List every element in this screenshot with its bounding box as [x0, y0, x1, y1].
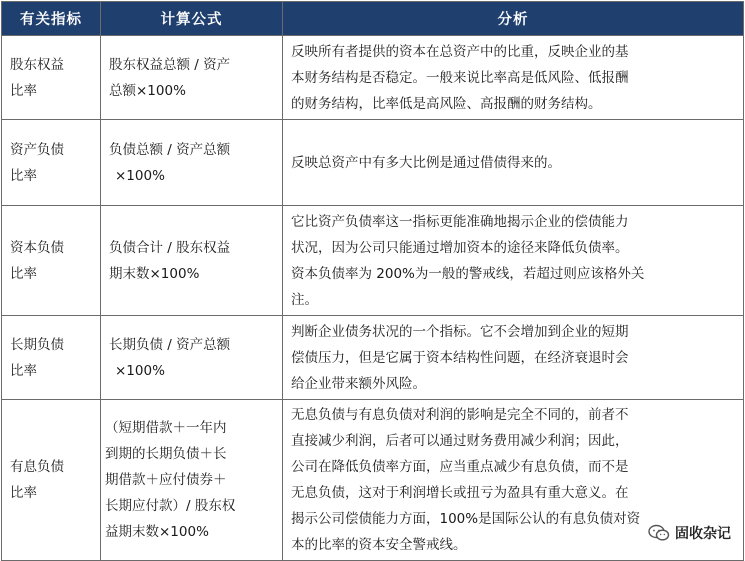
analysis-text: 给企业带来额外风险。	[291, 375, 426, 392]
formula-cell	[101, 120, 283, 206]
analysis-text: 它比资产负债率这一指标更能准确地揭示企业的偿债能力	[291, 213, 629, 230]
analysis-text: 无息负债，这对于利润增长或扭亏为盈具有重大意义。在	[291, 485, 629, 501]
watermark	[644, 522, 735, 544]
analysis-text: 注。	[291, 291, 318, 308]
wechat-icon	[648, 524, 670, 542]
analysis-text: 本财务结构是否稳定。一般来说比率高是低风险、低报酬	[291, 69, 629, 86]
indicator-text: 比率	[10, 82, 37, 99]
formula-cell	[101, 36, 283, 120]
indicator-cell	[2, 36, 101, 120]
ratio-table	[1, 1, 744, 561]
formula-text: 股东权益总额 / 资产	[109, 56, 231, 73]
indicator-text: 有息负债	[10, 459, 64, 475]
indicator-text: 比率	[10, 265, 37, 282]
indicator-cell	[2, 206, 101, 316]
indicator-text: 比率	[10, 485, 37, 501]
formula-text: 期借款＋应付债券＋	[105, 472, 227, 488]
indicator-text: 比率	[10, 362, 37, 379]
indicator-cell	[2, 120, 101, 206]
formula-text: 负债总额 / 资产总额	[109, 141, 231, 158]
analysis-cell	[283, 36, 744, 120]
watermark-text: 固收杂记	[675, 526, 731, 542]
table-row	[2, 120, 744, 206]
formula-text: 负债合计 / 股东权益	[109, 239, 231, 256]
formula-text: 益期末数×100%	[105, 524, 209, 540]
analysis-text: 揭示公司偿债能力方面，100%是国际公认的有息负债对资	[291, 511, 641, 527]
analysis-text: 本的比率的资本安全警戒线。	[291, 537, 467, 553]
table-row	[2, 206, 744, 316]
analysis-text: 公司在降低负债率方面，应当重点减少有息负债，而不是	[291, 459, 629, 475]
table-row	[2, 400, 744, 561]
indicator-text: 资本负债	[10, 239, 64, 256]
analysis-text: 无息负债与有息负债对利润的影响是完全不同的，前者不	[291, 407, 629, 423]
formula-text: 总额×100%	[109, 82, 186, 99]
table-row	[2, 36, 744, 120]
indicator-text: 股东权益	[10, 56, 64, 73]
formula-cell	[101, 206, 283, 316]
formula-text: ×100%	[115, 362, 165, 379]
formula-text: （短期借款＋一年内	[105, 420, 227, 436]
analysis-text: 直接减少利润，后者可以通过财务费用减少利润；因此，	[291, 433, 629, 449]
formula-cell	[101, 400, 283, 561]
formula-cell	[101, 316, 283, 400]
formula-text: 长期应付款）/ 股东权	[105, 498, 236, 514]
analysis-text: 判断企业债务状况的一个指标。它不会增加到企业的短期	[291, 323, 629, 340]
analysis-cell	[283, 206, 744, 316]
formula-text: ×100%	[115, 167, 165, 184]
table-row	[2, 316, 744, 400]
indicator-text: 资产负债	[10, 141, 64, 158]
analysis-text: 资本负债率为 200%为一般的警戒线，若超过则应该格外关	[291, 265, 645, 282]
formula-text: 到期的长期负债＋长	[105, 446, 227, 462]
indicator-cell	[2, 400, 101, 561]
analysis-text: 反映所有者提供的资本在总资产中的比重，反映企业的基	[291, 43, 629, 60]
header-indicator: 有关指标	[2, 2, 101, 36]
indicator-cell	[2, 316, 101, 400]
header-row	[2, 2, 744, 36]
analysis-text: 反映总资产中有多大比例是通过借债得来的。	[291, 154, 561, 171]
indicator-text: 比率	[10, 167, 37, 184]
indicator-text: 长期负债	[10, 336, 64, 353]
formula-text: 长期负债 / 资产总额	[109, 336, 231, 353]
formula-text: 期末数×100%	[109, 265, 200, 282]
analysis-cell	[283, 120, 744, 206]
header-formula: 计算公式	[101, 2, 283, 36]
header-analysis: 分析	[283, 2, 744, 36]
analysis-text: 状况，因为公司只能通过增加资本的途径来降低负债率。	[291, 239, 629, 256]
analysis-cell	[283, 316, 744, 400]
analysis-text: 偿债压力，但是它属于资本结构性问题，在经济衰退时会	[291, 349, 629, 366]
analysis-text: 的财务结构，比率低是高风险、高报酬的财务结构。	[291, 95, 602, 112]
